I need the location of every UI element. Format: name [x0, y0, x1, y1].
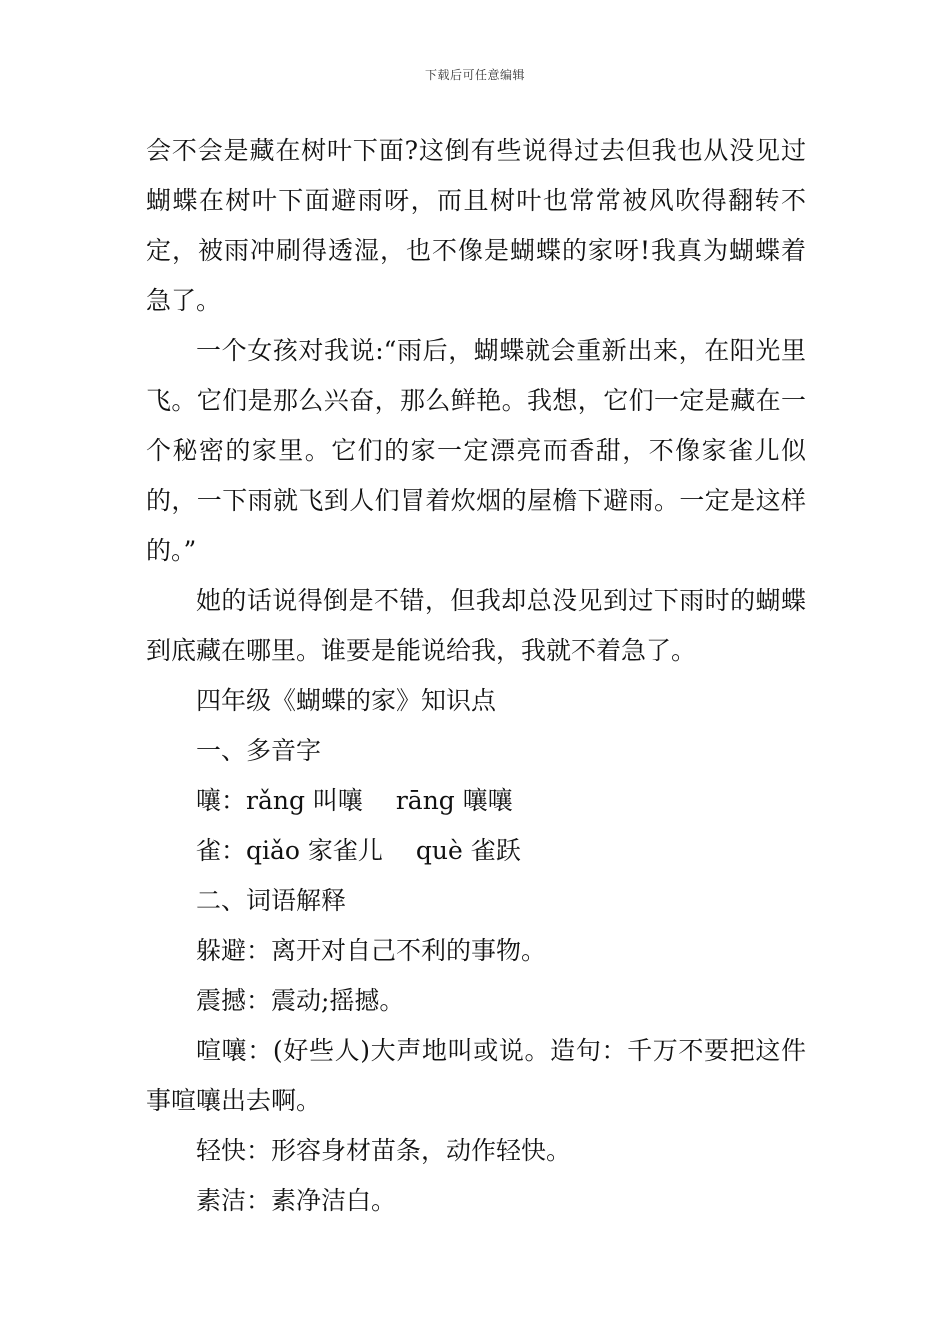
definition-entry: 震撼：震动;摇撼。 [196, 986, 405, 1015]
section-heading: 二、词语解释 [196, 886, 347, 915]
paragraph: 她的话说得倒是不错，但我却总没见到过下雨时的蝴蝶到底藏在哪里。谁要是能说给我，我就不着急了。 [146, 586, 806, 665]
page-header: 下载后可任意编辑 [424, 68, 525, 82]
section-heading: 一、多音字 [196, 736, 322, 765]
definition-entry: 喧嚷：(好些人)大声地叫或说。造句：千万不要把这件事喧嚷出去啊。 [146, 1036, 806, 1115]
paragraph: 一个女孩对我说:“雨后，蝴蝶就会重新出来，在阳光里飞。它们是那么兴奋，那么鲜艳。我想，它们一定是藏在一个秘密的家里。它们的家一定漂亮而香甜，不像家雀儿似的，一下雨就飞到人们冒着炊烟的屋檐下避雨。一定是这样的。” [146, 336, 806, 565]
polyphone-entry: 雀：qiǎo 家雀儿 què 雀跃 [196, 836, 521, 865]
definition-entry: 轻快：形容身材苗条，动作轻快。 [196, 1136, 572, 1165]
paragraph: 会不会是藏在树叶下面?这倒有些说得过去但我也从没见过蝴蝶在树叶下面避雨呀，而且树叶也常常被风吹得翻转不定，被雨冲刷得透湿，也不像是蝴蝶的家呀!我真为蝴蝶着急了。 [146, 136, 806, 315]
definition-entry: 躲避：离开对自己不利的事物。 [196, 936, 547, 965]
document-body [146, 126, 806, 1226]
definition-entry: 素洁：素净洁白。 [196, 1186, 397, 1215]
section-title: 四年级《蝴蝶的家》知识点 [196, 686, 497, 715]
polyphone-entry: 嚷：rǎng 叫嚷 rāng 嚷嚷 [196, 786, 513, 815]
